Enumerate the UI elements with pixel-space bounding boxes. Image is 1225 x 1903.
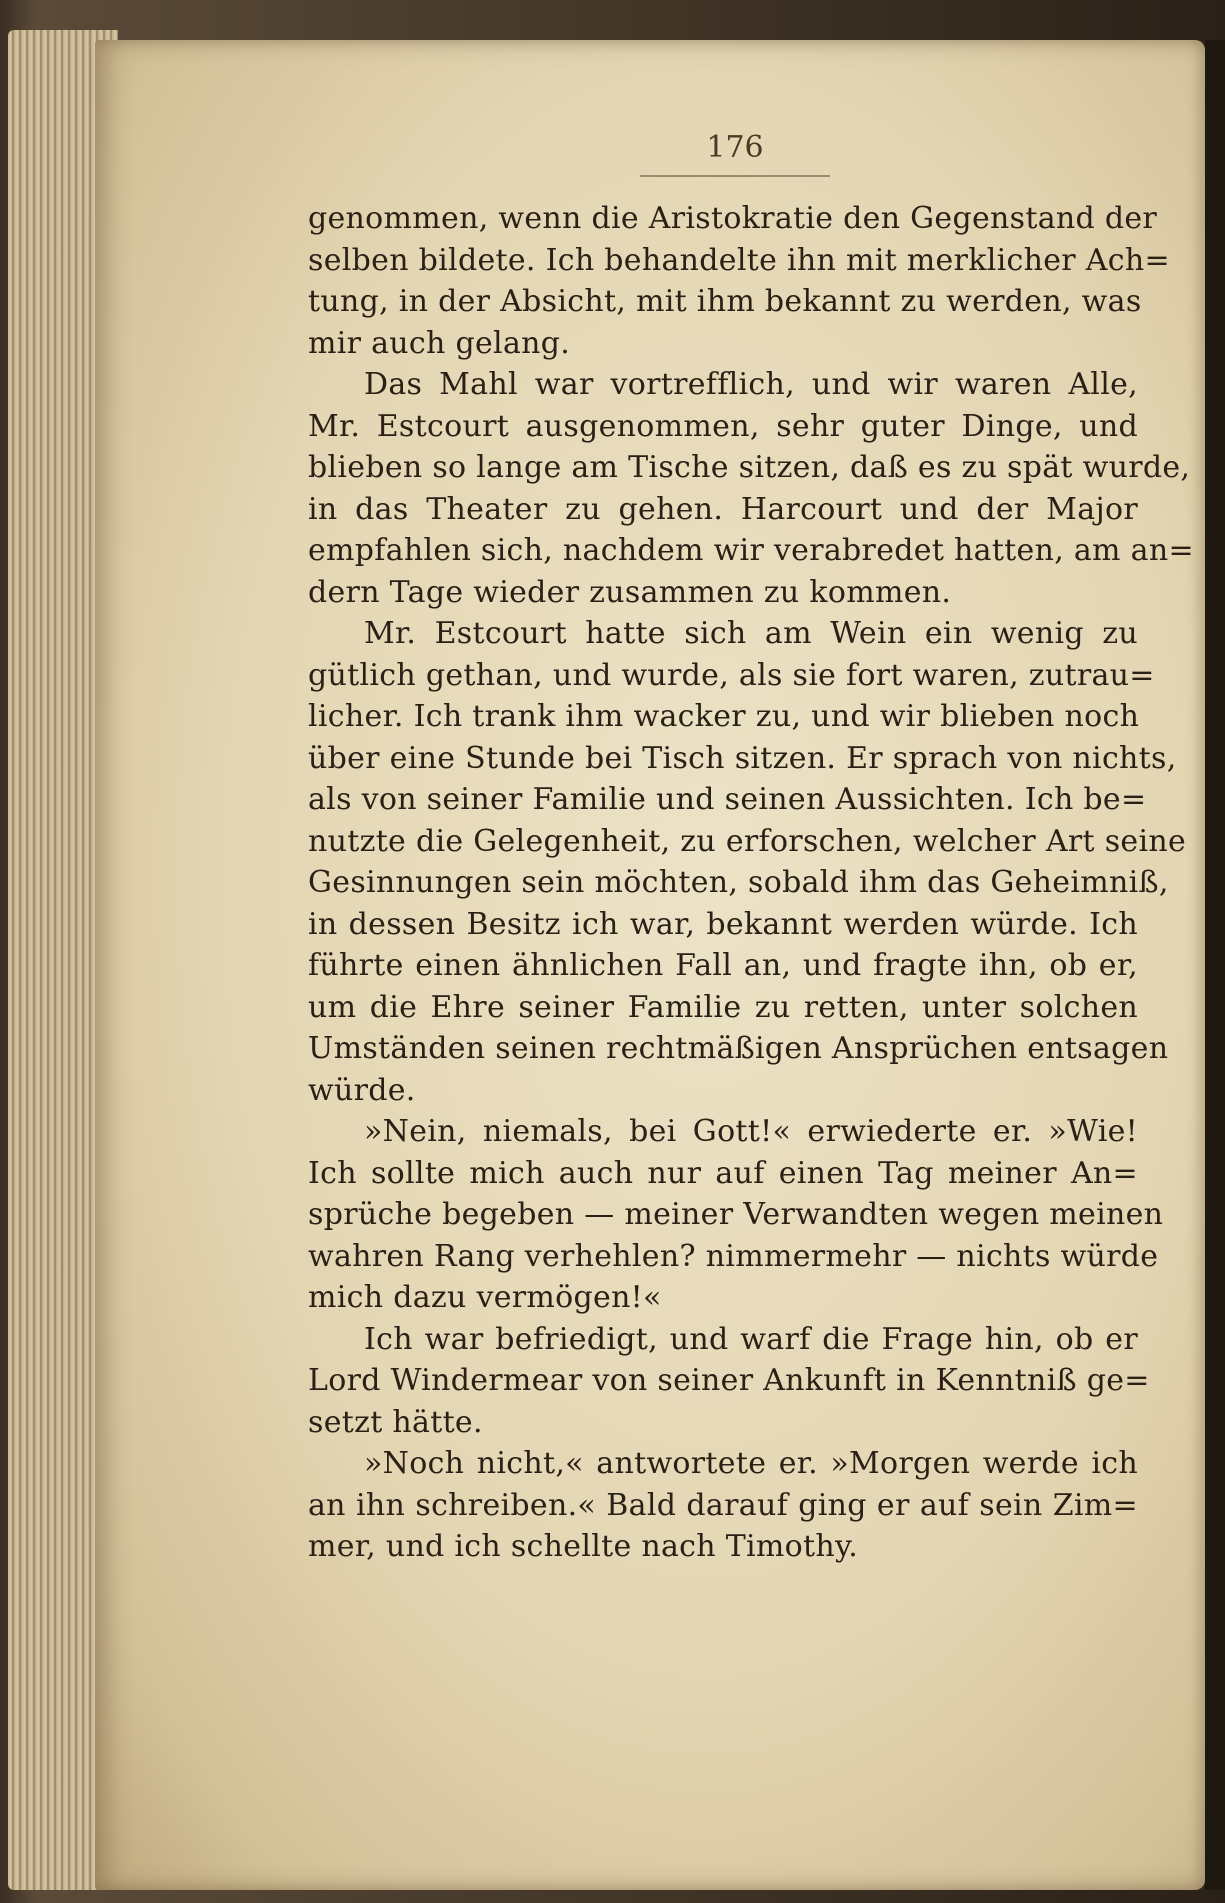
text-line: Umständen seinen rechtmäßigen Ansprüchen entsagen bbox=[308, 1031, 1169, 1066]
text-line: »Nein, niemals, bei Gott!« erwiederte er. »Wie! bbox=[364, 1114, 1138, 1149]
text-line: selben bildete. Ich behandelte ihn mit merklicher Ach= bbox=[308, 242, 1170, 278]
text-line: mich dazu vermögen!« bbox=[308, 1280, 662, 1315]
text-line: »Noch nicht,« antwortete er. »Morgen werde ich bbox=[364, 1446, 1138, 1481]
text-line: mer, und ich schellte nach Timothy. bbox=[308, 1529, 859, 1564]
header-rule bbox=[640, 175, 830, 177]
text-line: mir auch gelang. bbox=[308, 325, 571, 361]
page-number: 176 bbox=[706, 130, 764, 165]
text-line: in dessen Besitz ich war, bekannt werden würde. Ich bbox=[308, 906, 1138, 942]
text-line: genommen, wenn die Aristokratie den Gegenstand der bbox=[308, 201, 1158, 236]
text-line: tung, in der Absicht, mit ihm bekannt zu werden, was bbox=[308, 284, 1142, 319]
text-line: in das Theater zu gehen. Harcourt und der Major bbox=[308, 491, 1138, 527]
body-text bbox=[308, 198, 1194, 1568]
text-line: Mr. Estcourt ausgenommen, sehr guter Dinge, und bbox=[308, 408, 1138, 444]
binding-edge bbox=[1205, 40, 1225, 1890]
text-line: blieben so lange am Tische sitzen, daß es zu spät wurde, bbox=[308, 450, 1191, 485]
text-line: um die Ehre seiner Familie zu retten, unter solchen bbox=[308, 989, 1138, 1025]
text-line: Lord Windermear von seiner Ankunft in Kenntniß ge= bbox=[308, 1363, 1150, 1398]
text-line: gütlich gethan, und wurde, als sie fort waren, zutrau= bbox=[308, 657, 1155, 693]
text-line: setzt hätte. bbox=[308, 1404, 483, 1440]
text-line: wahren Rang verhehlen? nimmermehr — nichts würde bbox=[308, 1238, 1159, 1274]
text-line: empfahlen sich, nachdem wir verabredet hatten, am an= bbox=[308, 533, 1194, 568]
text-line: führte einen ähnlichen Fall an, und fragte ihn, ob er, bbox=[308, 948, 1138, 983]
text-line: dern Tage wieder zusammen zu kommen. bbox=[308, 574, 952, 610]
text-line: nutzte die Gelegenheit, zu erforschen, welcher Art seine bbox=[308, 823, 1187, 859]
text-line: sprüche begeben — meiner Verwandten wegen meinen bbox=[308, 1197, 1164, 1232]
text-line: Gesinnungen sein möchten, sobald ihm das Geheimniß, bbox=[308, 865, 1169, 900]
text-line: über eine Stunde bei Tisch sitzen. Er sprach von nichts, bbox=[308, 740, 1177, 776]
text-line: Ich war befriedigt, und warf die Frage hin, ob er bbox=[364, 1321, 1138, 1357]
text-line: licher. Ich trank ihm wacker zu, und wir blieben noch bbox=[308, 699, 1140, 734]
text-line: an ihn schreiben.« Bald darauf ging er auf sein Zim= bbox=[308, 1487, 1138, 1523]
text-line: Das Mahl war vortrefflich, und wir waren Alle, bbox=[364, 367, 1138, 402]
text-line: Mr. Estcourt hatte sich am Wein ein wenig zu bbox=[364, 616, 1138, 651]
text-line: als von seiner Familie und seinen Aussichten. Ich be= bbox=[308, 782, 1147, 817]
text-line: würde. bbox=[308, 1072, 416, 1108]
text-line: Ich sollte mich auch nur auf einen Tag meiner An= bbox=[308, 1155, 1138, 1191]
